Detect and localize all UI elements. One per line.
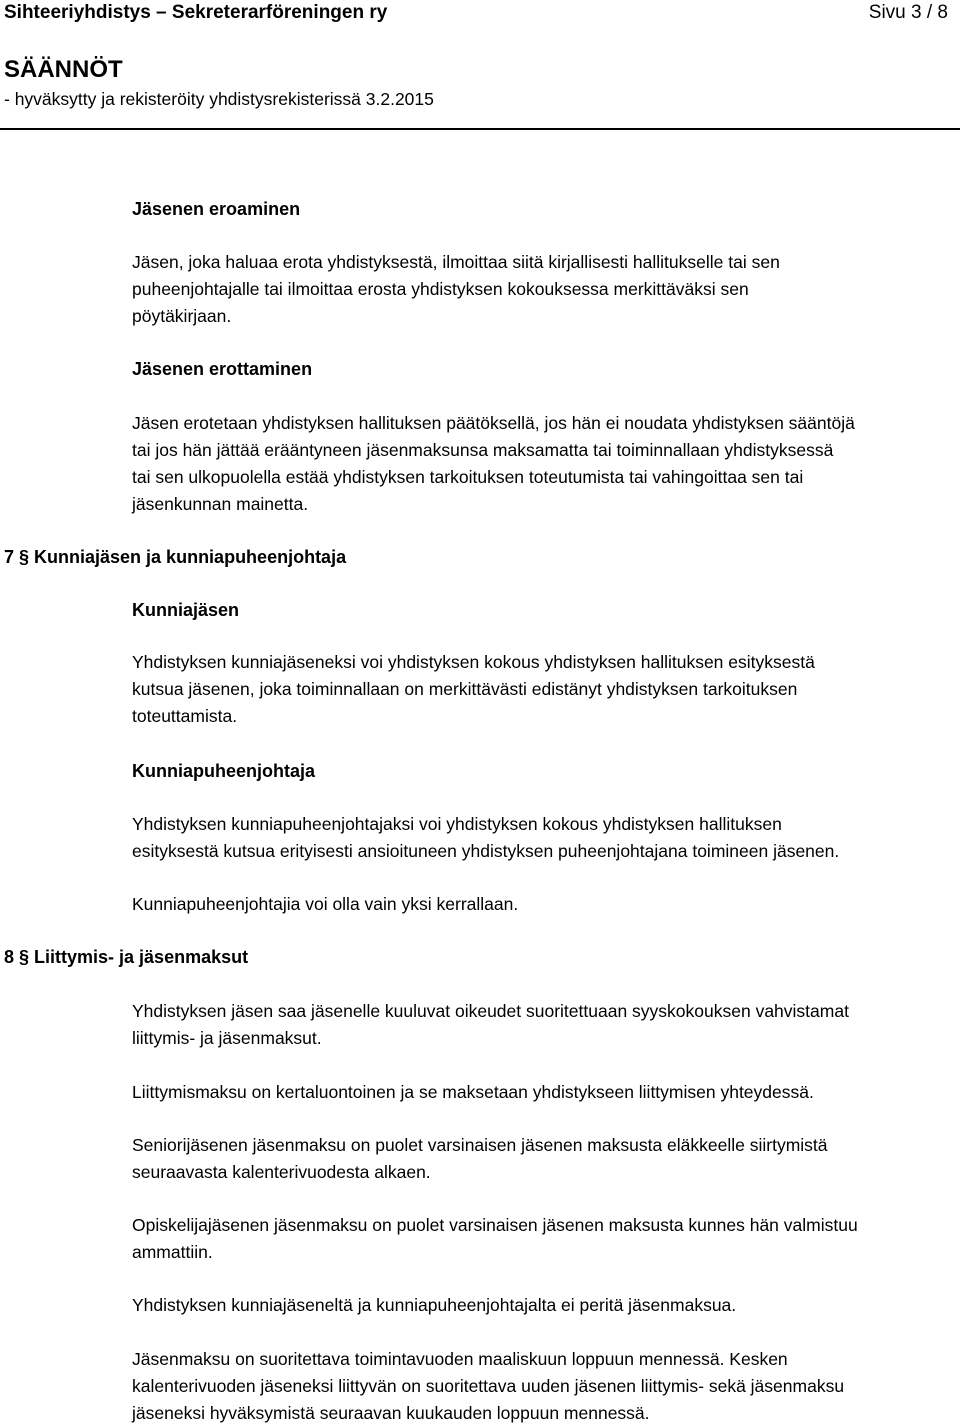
- section-7-heading: 7 § Kunniajäsen ja kunniapuheenjohtaja: [4, 547, 347, 567]
- text-line: jäsenkunnan mainetta.: [132, 494, 309, 514]
- paragraph-eroaminen: [132, 249, 958, 330]
- paragraph-membership-rights: [132, 998, 958, 1052]
- text-line: seuraavasta kalenterivuodesta alkaen.: [132, 1162, 431, 1182]
- paragraph-student-fee: [132, 1212, 958, 1266]
- text-line: Jäsen erotetaan yhdistyksen hallituksen päätöksellä, jos hän ei noudata yhdistyksen sääntöjä: [132, 413, 855, 433]
- text-line: Yhdistyksen kunniajäseneksi voi yhdistyksen kokous yhdistyksen hallituksen esityksestä: [132, 652, 815, 672]
- text-line: Jäsenmaksu on suoritettava toimintavuoden maaliskuun loppuun mennessä. Kesken: [132, 1349, 788, 1369]
- text-line: toteuttamista.: [132, 706, 238, 726]
- text-line: puheenjohtajalle tai ilmoittaa erosta yhdistyksen kokouksessa merkittäväksi sen: [132, 279, 749, 299]
- text-line: jäseneksi hyväksymistä seuraavan kuukauden loppuun mennessä.: [132, 1403, 650, 1423]
- heading-jasenen-eroaminen: Jäsenen eroaminen: [132, 199, 301, 219]
- document-title: SÄÄNNÖT: [4, 56, 123, 83]
- paragraph-senior-fee: [132, 1132, 958, 1186]
- heading-jasenen-erottaminen: Jäsenen erottaminen: [132, 359, 313, 379]
- page-number: Sivu 3 / 8: [868, 2, 948, 23]
- text-line: pöytäkirjaan.: [132, 306, 232, 326]
- paragraph-honorary-exemption: [132, 1292, 958, 1319]
- text-line: Kunniapuheenjohtajia voi olla vain yksi kerrallaan.: [132, 894, 519, 914]
- text-line: tai jos hän jättää erääntyneen jäsenmaksunsa maksamatta tai toiminnallaan yhdistyksessä: [132, 440, 834, 460]
- paragraph-erottaminen: [132, 410, 958, 518]
- paragraph-kunniajasen: [132, 649, 958, 730]
- section-8-heading: 8 § Liittymis- ja jäsenmaksut: [4, 947, 249, 967]
- document-subtitle: - hyväksytty ja rekisteröity yhdistysrekisterissä 3.2.2015: [4, 89, 434, 109]
- text-line: Yhdistyksen jäsen saa jäsenelle kuuluvat oikeudet suoritettuaan syyskokouksen vahvistamat: [132, 1001, 849, 1021]
- text-line: Yhdistyksen kunniajäseneltä ja kunniapuheenjohtajalta ei peritä jäsenmaksua.: [132, 1295, 737, 1315]
- paragraph-kunniapuheenjohtaja-note: [132, 891, 958, 918]
- heading-kunniapuheenjohtaja: Kunniapuheenjohtaja: [132, 761, 316, 781]
- text-line: Liittymismaksu on kertaluontoinen ja se maksetaan yhdistykseen liittymisen yhteydessä.: [132, 1082, 814, 1102]
- paragraph-payment-deadline: [132, 1346, 958, 1427]
- paragraph-kunniapuheenjohtaja: [132, 811, 958, 865]
- paragraph-joining-fee: [132, 1079, 958, 1106]
- text-line: Opiskelijajäsenen jäsenmaksu on puolet varsinaisen jäsenen maksusta kunnes hän valmistuu: [132, 1215, 858, 1235]
- text-line: liittymis- ja jäsenmaksut.: [132, 1028, 322, 1048]
- text-line: kutsua jäsenen, joka toiminnallaan on merkittävästi edistänyt yhdistyksen tarkoituksen: [132, 679, 798, 699]
- text-line: Yhdistyksen kunniapuheenjohtajaksi voi yhdistyksen kokous yhdistyksen hallituksen: [132, 814, 782, 834]
- text-line: ammattiin.: [132, 1242, 213, 1262]
- header-rule: [0, 128, 960, 130]
- header-organization: Sihteeriyhdistys – Sekreterarföreningen ry: [4, 2, 388, 23]
- text-line: tai sen ulkopuolella estää yhdistyksen tarkoituksen toteutumista tai vahingoittaa sen tai: [132, 467, 804, 487]
- text-line: esityksestä kutsua erityisesti ansioituneen yhdistyksen puheenjohtajana toimineen jäsenen.: [132, 841, 840, 861]
- heading-kunniajasen: Kunniajäsen: [132, 600, 240, 620]
- text-line: kalenterivuoden jäseneksi liittyvän on suoritettava uuden jäsenen liittymis- sekä jäsenmaksu: [132, 1376, 845, 1396]
- text-line: Seniorijäsenen jäsenmaksu on puolet varsinaisen jäsenen maksusta eläkkeelle siirtymistä: [132, 1135, 828, 1155]
- text-line: Jäsen, joka haluaa erota yhdistyksestä, ilmoittaa siitä kirjallisesti hallitukselle tai sen: [132, 252, 780, 272]
